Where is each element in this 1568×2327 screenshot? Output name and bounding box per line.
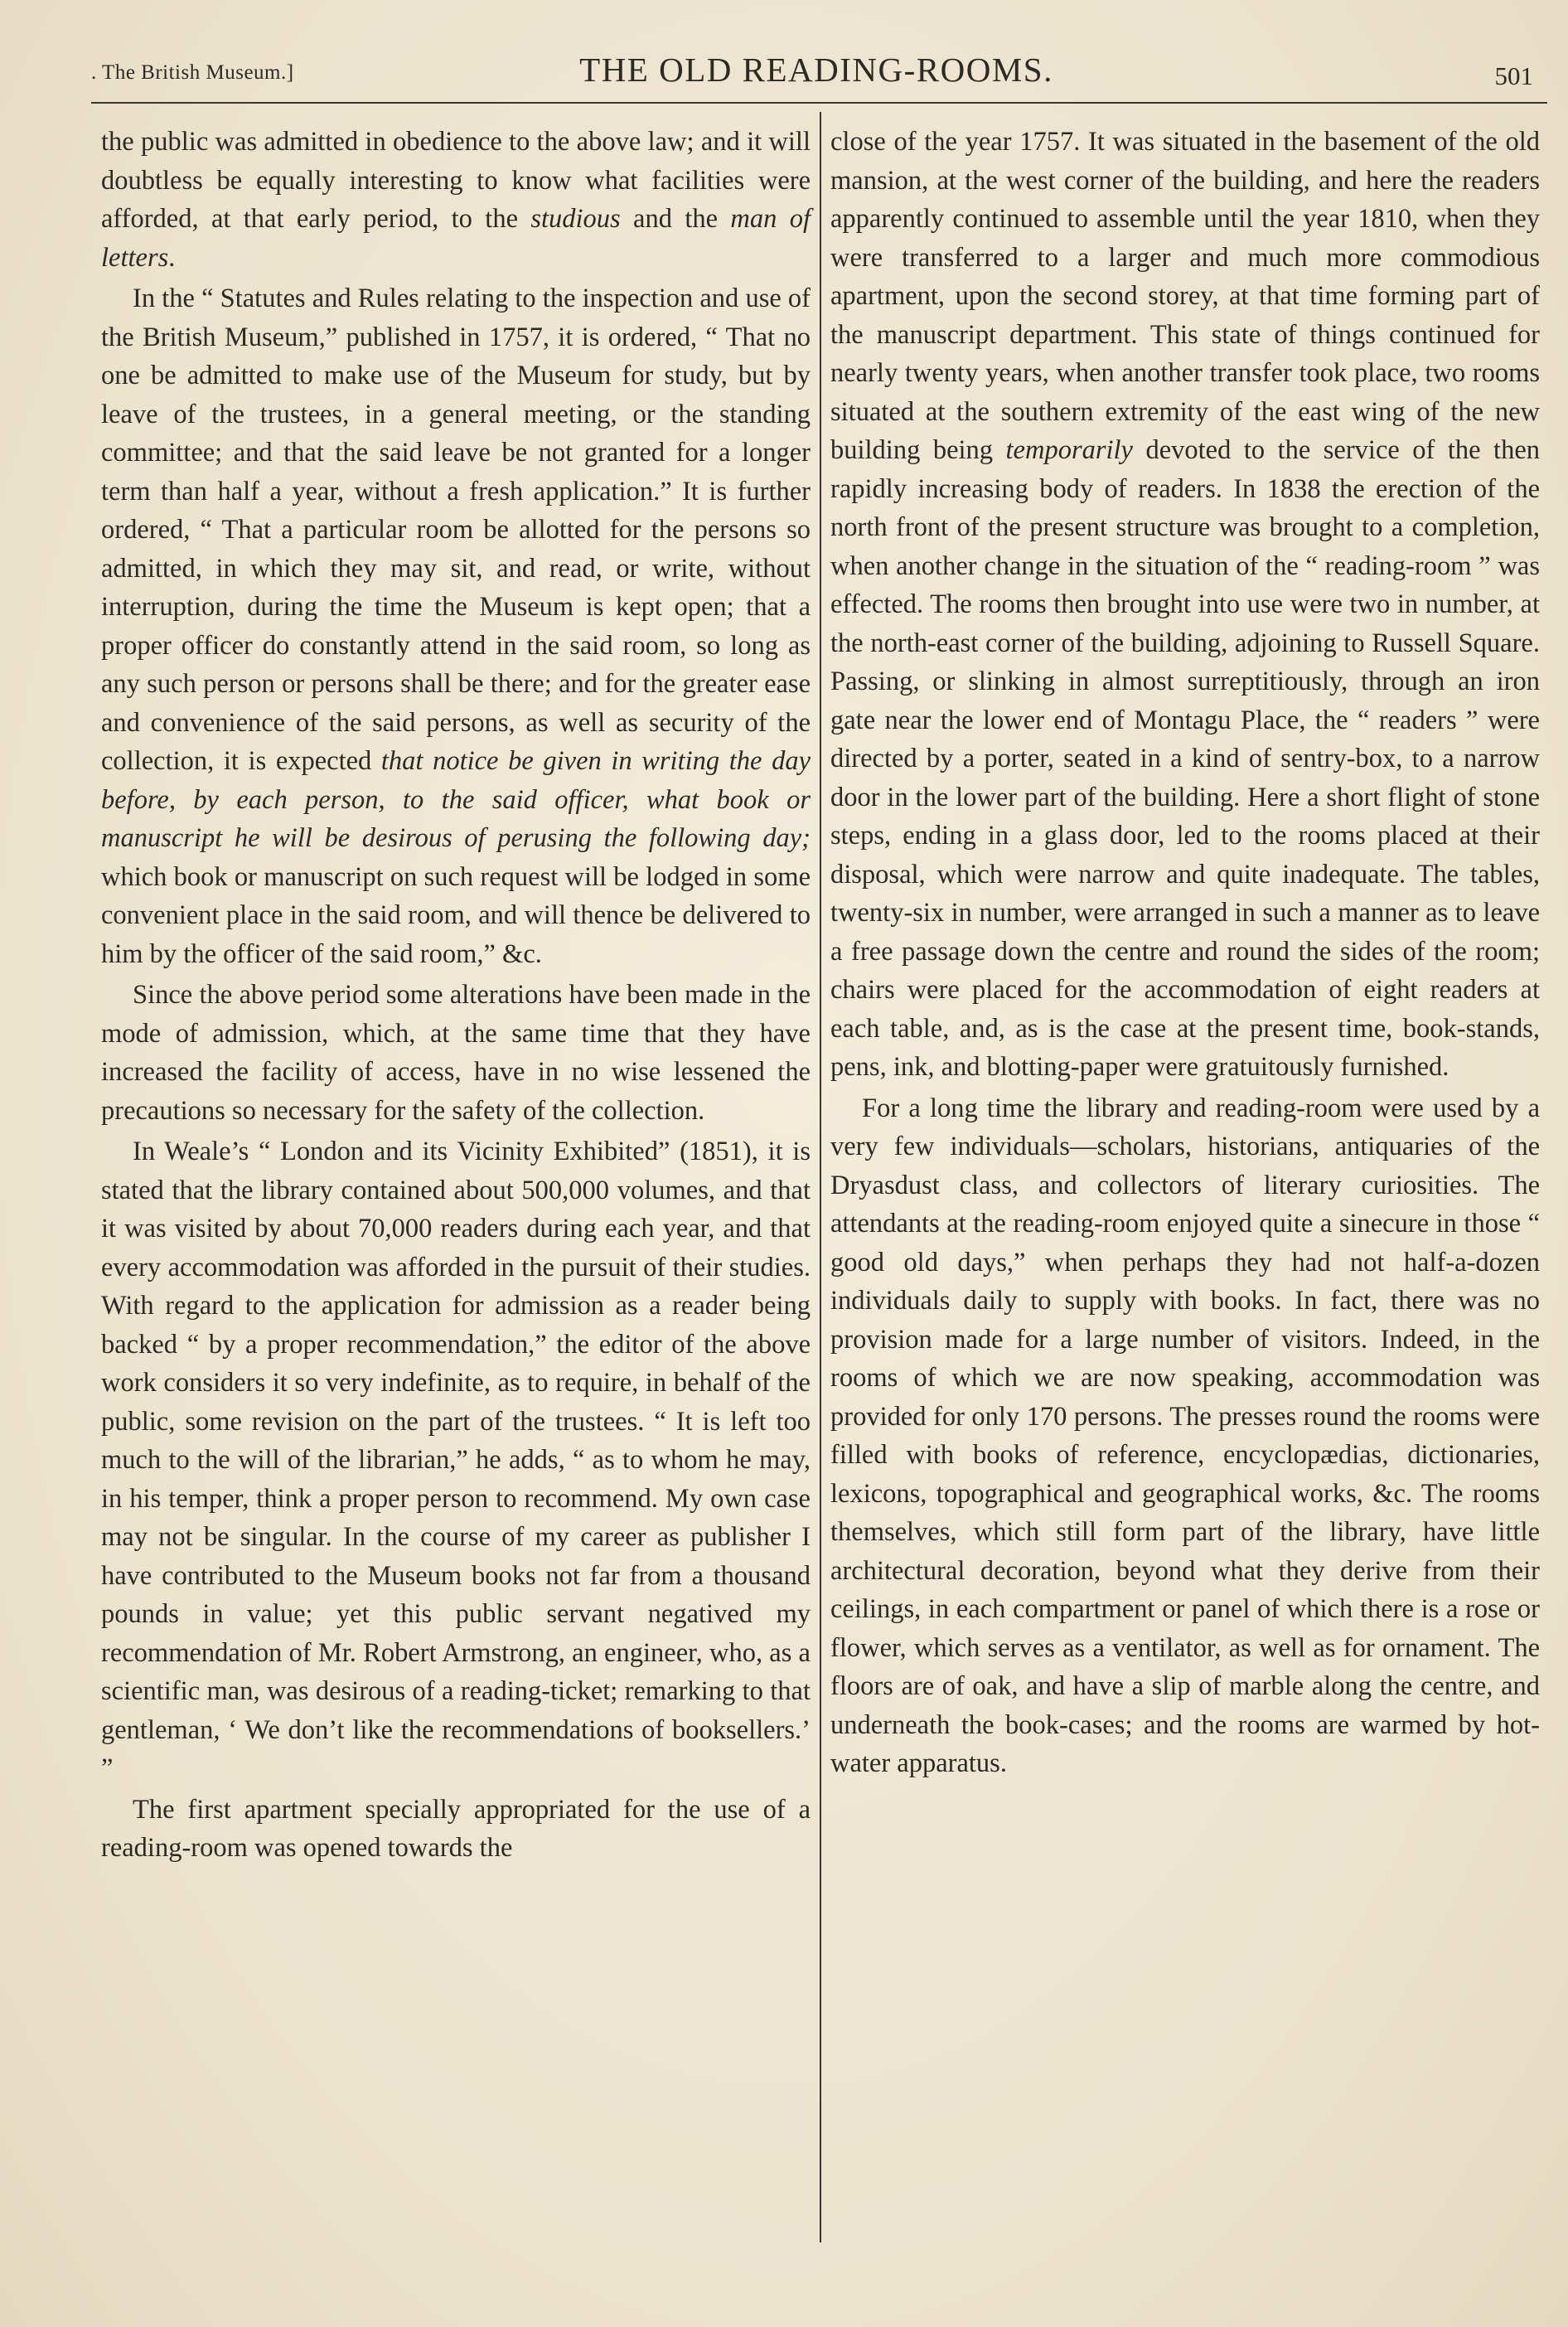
paragraph — [101, 123, 811, 277]
right-column — [830, 123, 1540, 1783]
header-rule — [91, 102, 1547, 104]
paragraph — [101, 279, 811, 973]
header-title: THE OLD READING-ROOMS. — [579, 51, 1053, 89]
italic-text: studious — [530, 204, 621, 234]
column-divider — [820, 112, 821, 2242]
paragraph: For a long time the library and reading-room were used by a very few individuals—scholars, historians, antiquaries of the Dryasdust class, and collectors of literary curiosities. The attendants at the reading-room enjoyed quite a sinecure in those “ good old days,” when perhaps they had not half-a-dozen individuals daily to supply with books. In fact, there was no provision made for a large number of visitors. Indeed, in the rooms of which we are now speaking, accommodation was provided for only 170 persons. The presses round the rooms were filled with books of reference, encyclopædias, dictionaries, lexicons, topographical and geographical works, &c. The rooms themselves, which still form part of the library, have little architectural decoration, beyond what they derive from their ceilings, in each compartment or panel of which there is a rose or flower, which serves as a ventilator, as well as for ornament. The floors are of oak, and have a slip of marble along the centre, and underneath the book-cases; and the rooms are warmed by hot-water apparatus. — [830, 1093, 1540, 1778]
text-run: . — [168, 242, 176, 273]
paragraph: In Weale’s “ London and its Vicinity Exhibited” (1851), it is stated that the library contained about 500,000 volumes, and that it was visited by about 70,000 readers during each year, and that every accommodation was afforded in the pursuit of their studies. With regard to the application for admission as a reader being backed “ by a proper recommendation,” the editor of the above work considers it so very indefinite, as to require, in behalf of the public, some revision on the part of the trustees. “ It is left too much to the will of the librarian,” he adds, “ as to whom he may, in his temper, think a proper person to recommend. My own case may not be singular. In the course of my career as publisher I have contributed to the Museum books not far from a thousand pounds in value; yet this public servant negatived my recommendation of Mr. Robert Armstrong, an engineer, who, as a scientific man, was desirous of a reading-ticket; remarking to that gentleman, ‘ We don’t like the recommendations of booksellers.’ ” — [101, 1137, 811, 1783]
text-run: the public was admitted in obedience to the above law; and it will doubtless be equally interesting to know what facilities were afforded, at that early period, to the — [101, 127, 811, 234]
text-run: devoted to the service of the then rapidly increasing body of readers. In 1838 the erection of the north front of the present structure was brought to a completion, when another change in the situation of the “ reading-room ” was effected. The rooms then brought into use were two in number, at the north-east corner of the building, adjoining to Russell Square. Passing, or slinking in almost surreptitiously, through an iron gate near the lower end of Montagu Place, the “ readers ” were directed by a porter, seated in a kind of sentry-box, to a narrow door in the lower part of the building. Here a short flight of stone steps, ending in a glass door, led to the rooms placed at their disposal, which were narrow and quite inadequate. The tables, twenty-six in number, were arranged in such a manner as to leave a free passage down the centre and round the sides of the room; chairs were placed for the accommodation of eight readers at each table, and, as is the case at the present time, book-stands, pens, ink, and blotting-paper were gratuitously furnished. — [830, 435, 1540, 1082]
paragraph — [830, 123, 1540, 1087]
paragraph: Since the above period some alterations have been made in the mode of admission, which, at the same time that they have increased the facility of access, have in no wise lessened the precautions so necessary for the safety of the collection. — [101, 980, 811, 1126]
page-number: 501 — [1494, 61, 1533, 90]
paragraph: The first apartment specially appropriated for the use of a reading-room was opened towards the — [101, 1794, 811, 1863]
text-run: and the — [620, 204, 731, 234]
text-run: In the “ Statutes and Rules relating to the inspection and use of the British Museum,” published in 1757, it is ordered, “ That no one be admitted to make use of the Museum for study, but by leave of the trustees, in a general meeting, or the standing committee; and that the said leave be not granted for a longer term than half a year, without a fresh application.” It is further ordered, “ That a particular room be allotted for the persons so admitted, in which they may sit, and read, or write, without interruption, during the time the Museum is kept open; that a proper officer do constantly attend in the said room, so long as any such person or persons shall be there; and for the greater ease and convenience of the said persons, as well as security of the collection, it is expected — [101, 284, 811, 776]
text-run: which book or manuscript on such request will be lodged in some convenient place in the said room, and will thence be delivered to him by the officer of the said room,” &c. — [101, 861, 811, 969]
header-section-label: . The British Museum.] — [91, 61, 294, 84]
italic-text: that notice be given in writing the day before, by each person, to the said officer, what book or manuscript he will be desirous of perusing the following day; — [101, 746, 811, 853]
running-header — [83, 48, 1550, 98]
italic-text: temporarily — [1005, 435, 1133, 465]
text-run: close of the year 1757. It was situated in the basement of the old mansion, at the west corner of the building, and here the readers apparently continued to assemble until the year 1810, when they were transferred to a larger and much more commodious apartment, upon the second storey, at that time forming part of the manuscript department. This state of things continued for nearly twenty years, when another transfer took place, two rooms situated at the southern extremity of the east wing of the new building being — [830, 127, 1540, 465]
italic-text: man of letters — [101, 204, 811, 273]
left-column — [101, 123, 811, 1868]
